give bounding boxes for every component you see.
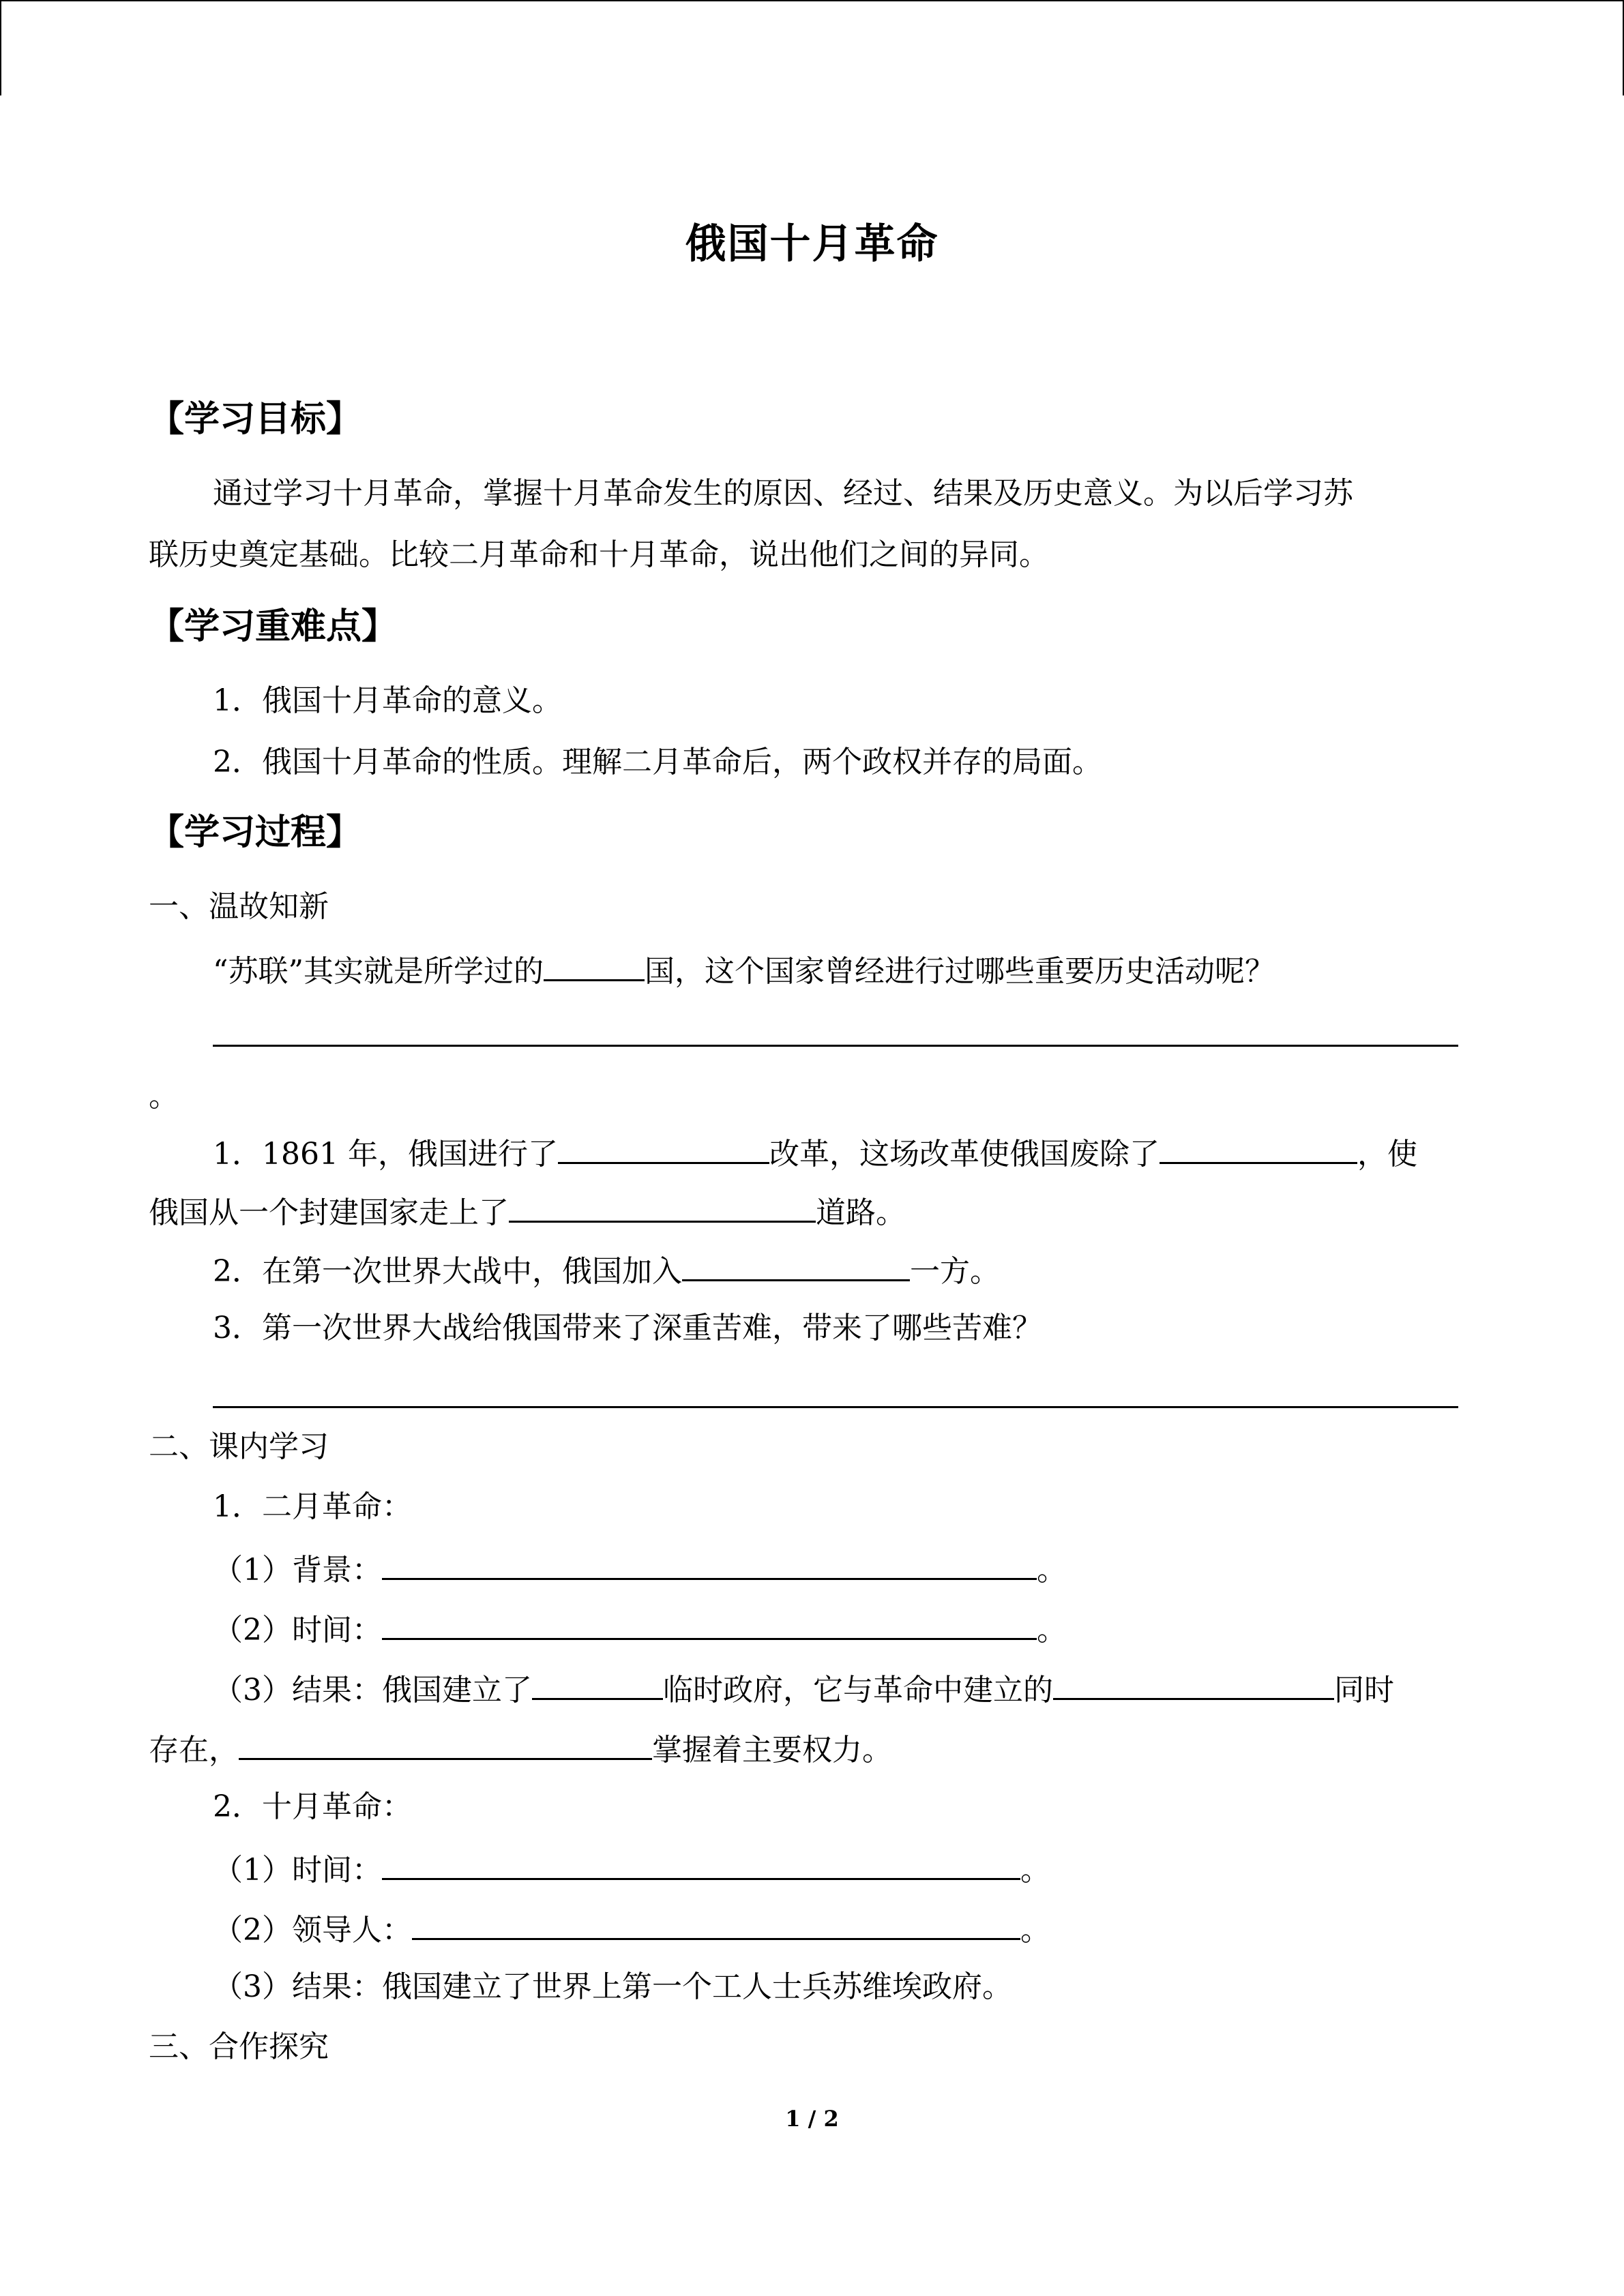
q2-text-a: 2．在第一次世界大战中，俄国加入 <box>213 1254 682 1289</box>
feb-time <box>213 1607 1067 1651</box>
oct-leader-label: （2）领导人： <box>213 1913 412 1948</box>
q0-answer-line[interactable] <box>213 1045 1458 1047</box>
q2-blank[interactable] <box>682 1248 910 1281</box>
q1-text-c: ，使 <box>1357 1137 1417 1172</box>
q1-blank-2[interactable] <box>1160 1131 1357 1164</box>
oct-time-blank[interactable] <box>382 1847 1020 1880</box>
feb-result <box>213 1667 1394 1711</box>
q3-answer-line[interactable] <box>213 1406 1458 1408</box>
q0-text-b: 国，这个国家曾经进行过哪些重要历史活动呢？ <box>645 954 1275 989</box>
feb-result-blank-1[interactable] <box>532 1667 663 1700</box>
feb-result-text-e: 掌握着主要权力。 <box>652 1733 892 1768</box>
oct-leader <box>213 1907 1050 1951</box>
feb-result-blank-3[interactable] <box>239 1727 652 1760</box>
q1-text-d: 俄国从一个封建国家走上了 <box>149 1195 509 1230</box>
q2-text-b: 一方。 <box>910 1254 1000 1289</box>
feb-result-text-d: 存在， <box>149 1733 239 1768</box>
feb-result-text-b: 临时政府，它与革命中建立的 <box>663 1673 1053 1708</box>
oct-leader-blank[interactable] <box>412 1907 1020 1940</box>
part1-question-2 <box>213 1248 1000 1292</box>
feb-time-period: 。 <box>1037 1613 1067 1648</box>
heading-process: 【学习过程】 <box>149 812 362 853</box>
oct-leader-period: 。 <box>1020 1913 1050 1948</box>
oct-time-period: 。 <box>1020 1853 1050 1888</box>
part1-question-1-cont <box>149 1189 906 1234</box>
oct-revolution-title: 2．十月革命： <box>213 1789 412 1824</box>
feb-background-label: （1）背景： <box>213 1553 382 1587</box>
feb-background-period: 。 <box>1037 1553 1067 1587</box>
page-title: 俄国十月革命 <box>685 220 939 268</box>
key-point-1: 1．俄国十月革命的意义。 <box>213 683 562 718</box>
part1-question-0 <box>213 948 1275 992</box>
objectives-text-2: 联历史奠定基础。比较二月革命和十月革命，说出他们之间的异同。 <box>149 537 1049 572</box>
part1-title: 一、温故知新 <box>149 889 329 924</box>
heading-key-points: 【学习重难点】 <box>149 606 398 647</box>
q1-text-e: 道路。 <box>816 1195 906 1230</box>
feb-background <box>213 1547 1067 1591</box>
page-border-left <box>0 0 1 95</box>
feb-result-blank-2[interactable] <box>1053 1667 1334 1700</box>
oct-time-label: （1）时间： <box>213 1853 382 1888</box>
q1-text-a: 1．1861 年，俄国进行了 <box>213 1137 558 1172</box>
page-border-top <box>0 0 1624 1</box>
part3-title: 三、合作探究 <box>149 2029 329 2064</box>
q0-text-a: “苏联”其实就是所学过的 <box>213 954 544 989</box>
heading-objectives: 【学习目标】 <box>149 399 362 440</box>
feb-revolution-title: 1．二月革命： <box>213 1489 412 1524</box>
q1-text-b: 改革，这场改革使俄国废除了 <box>769 1137 1160 1172</box>
oct-result: （3）结果：俄国建立了世界上第一个工人士兵苏维埃政府。 <box>213 1969 1012 2004</box>
feb-time-blank[interactable] <box>382 1607 1037 1640</box>
part1-question-1 <box>213 1131 1417 1175</box>
q0-end-mark: 。 <box>149 1079 179 1114</box>
feb-result-cont <box>149 1727 892 1771</box>
oct-time <box>213 1847 1050 1891</box>
q0-blank[interactable] <box>544 948 645 981</box>
part2-title: 二、课内学习 <box>149 1429 329 1464</box>
q1-blank-3[interactable] <box>509 1189 816 1223</box>
key-point-2: 2．俄国十月革命的性质。理解二月革命后，两个政权并存的局面。 <box>213 745 1102 779</box>
feb-result-text-c: 同时 <box>1334 1673 1394 1708</box>
feb-result-text-a: （3）结果：俄国建立了 <box>213 1673 532 1708</box>
objectives-text-1: 通过学习十月革命，掌握十月革命发生的原因、经过、结果及历史意义。为以后学习苏 <box>213 476 1353 511</box>
feb-background-blank[interactable] <box>382 1547 1037 1580</box>
page-number: 1 / 2 <box>785 2106 839 2132</box>
feb-time-label: （2）时间： <box>213 1613 382 1648</box>
q1-blank-1[interactable] <box>558 1131 769 1164</box>
part1-question-3: 3．第一次世界大战给俄国带来了深重苦难，带来了哪些苦难？ <box>213 1311 1042 1345</box>
